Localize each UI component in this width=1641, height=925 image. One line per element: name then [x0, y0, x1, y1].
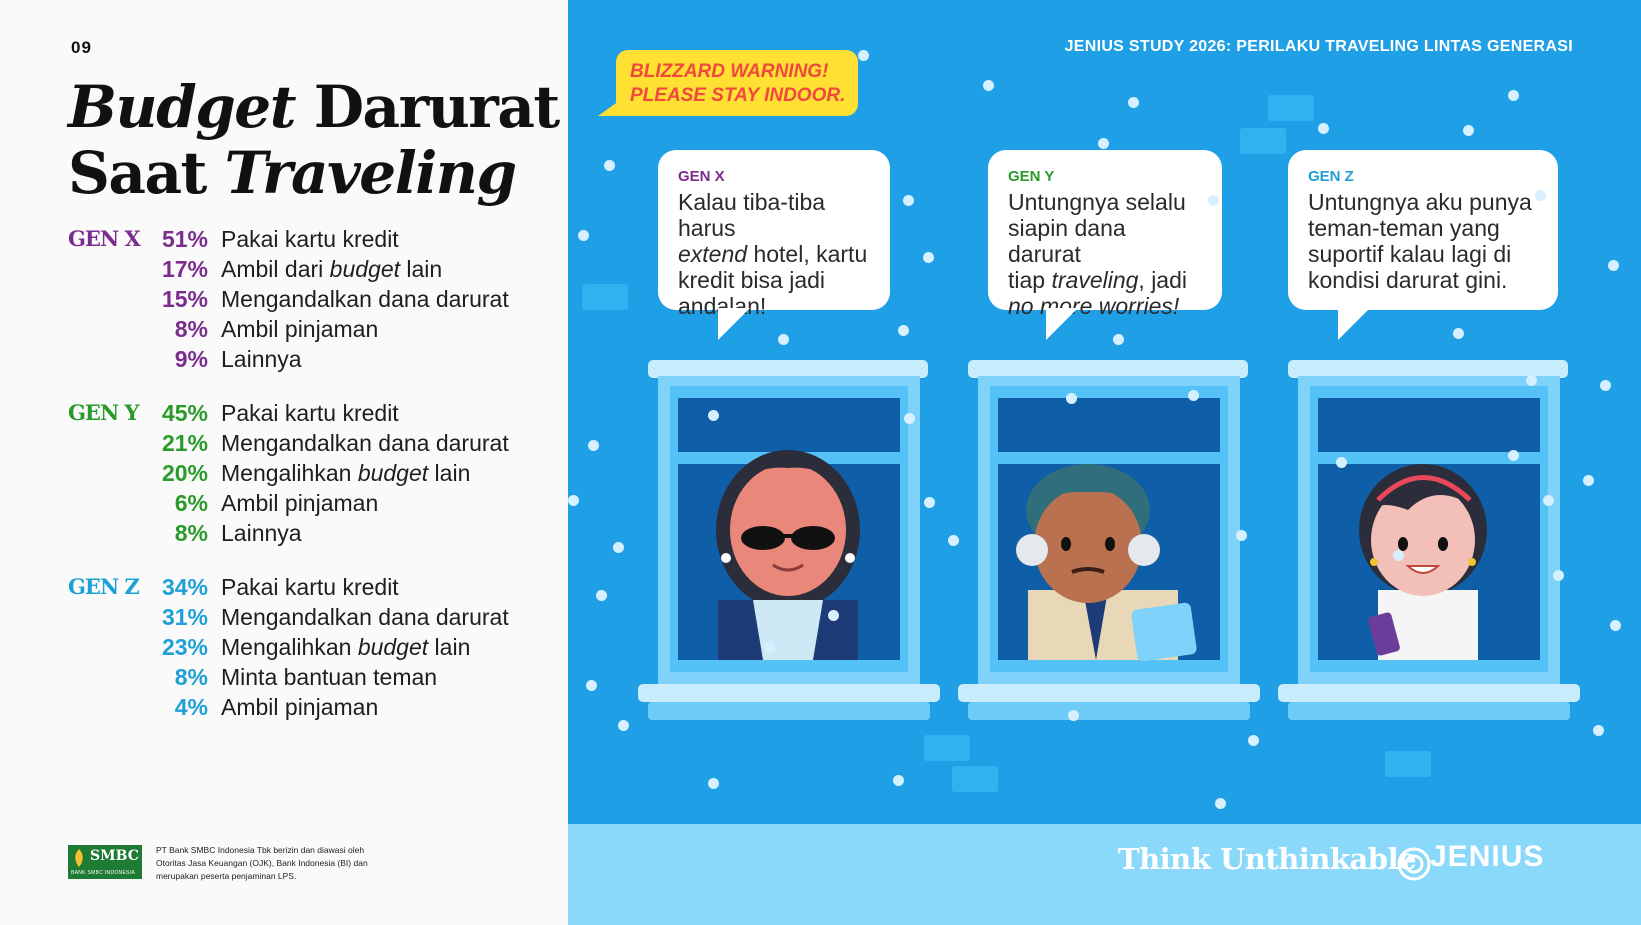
snowflake [618, 720, 629, 731]
snowflake [893, 775, 904, 786]
stat-label-part: lain [400, 256, 443, 282]
stat-label: Mengandalkan dana darurat [221, 430, 509, 456]
snowflake [1600, 380, 1611, 391]
stat-label: Lainnya [221, 520, 302, 546]
bubble-line: Untungnya selalu [1008, 189, 1186, 215]
snowflake [1583, 475, 1594, 486]
snowflake [1098, 138, 1109, 149]
window-gen-z [1278, 360, 1580, 720]
page-title [68, 74, 559, 206]
logo-subtitle: BANK SMBC INDONESIA [71, 870, 136, 876]
stat-row [68, 226, 548, 256]
stat-label-part: Mengalihkan [221, 634, 358, 660]
snowflake [1553, 570, 1564, 581]
stat-percent: 31% [161, 604, 208, 630]
snowflake [1543, 495, 1554, 506]
bubble-line: kondisi darurat gini. [1308, 267, 1508, 293]
stat-group-gen-y [68, 400, 548, 550]
stat-row [68, 520, 548, 550]
snowflake [1593, 725, 1604, 736]
bubble-italic: traveling [1051, 267, 1139, 293]
tagline: Think Unthinkable [1118, 842, 1417, 876]
snowflake [1463, 125, 1474, 136]
snowflake [924, 497, 935, 508]
snowflake [1248, 735, 1259, 746]
window-gen-y [958, 360, 1260, 720]
snowflake [1215, 798, 1226, 809]
snowflake [858, 50, 869, 61]
bubble-line: siapin dana darurat [1008, 215, 1126, 267]
stat-percent: 8% [174, 316, 208, 342]
stat-label-part: lain [428, 460, 471, 486]
stat-label-part: Mengalihkan [221, 460, 358, 486]
snowflake [596, 590, 607, 601]
snowflake [1068, 710, 1079, 721]
snowflake [828, 610, 839, 621]
stat-row [68, 604, 548, 634]
stat-label-italic: budget [329, 256, 401, 282]
stat-percent: 6% [174, 490, 208, 516]
snowflake [1318, 123, 1329, 134]
snowflake [1610, 620, 1621, 631]
stat-row [68, 430, 548, 460]
snowflake [568, 495, 579, 506]
snowflake [578, 230, 589, 241]
stat-row [68, 346, 548, 376]
generation-label: GEN Y [68, 400, 139, 425]
snowflake [1128, 97, 1139, 108]
snowflake [923, 252, 934, 263]
bubble-line: andalan! [678, 293, 767, 319]
stat-percent: 21% [161, 430, 208, 456]
stat-label-part: lain [428, 634, 471, 660]
snowflake [604, 160, 615, 171]
stat-label-italic: budget [357, 460, 429, 486]
title-italic-1: Budget [68, 73, 295, 141]
stat-row [68, 256, 548, 286]
stat-label [221, 634, 470, 661]
stat-label-italic: budget [357, 634, 429, 660]
stat-row [68, 460, 548, 490]
snowflake [1393, 550, 1404, 561]
stat-row [68, 664, 548, 694]
title-rest-2: Saat [68, 139, 225, 207]
stat-label-part: Ambil dari [221, 256, 330, 282]
snowflake [1236, 530, 1247, 541]
snowflake [948, 535, 959, 546]
brand-name: JENIUS [1430, 840, 1545, 873]
stat-row [68, 286, 548, 316]
snowflake [588, 440, 599, 451]
bubble-span: tiap [1008, 267, 1052, 293]
stat-row [68, 694, 548, 724]
stat-label: Pakai kartu kredit [221, 400, 399, 426]
stat-label [221, 256, 442, 283]
snowflake [1608, 260, 1619, 271]
stat-percent: 4% [174, 694, 208, 720]
bubble-gen-label: GEN Y [1008, 168, 1055, 185]
bubble-italic: extend [678, 241, 748, 267]
stat-percent: 51% [161, 226, 208, 252]
stat-label: Ambil pinjaman [221, 490, 379, 516]
bubble-line: Kalau tiba-tiba harus [678, 189, 826, 241]
stat-label: Pakai kartu kredit [221, 226, 399, 252]
stat-percent: 34% [161, 574, 208, 600]
snowflake [1453, 328, 1464, 339]
stat-percent: 23% [161, 634, 208, 660]
stat-percent: 8% [174, 664, 208, 690]
bubble-line: teman-teman yang [1308, 215, 1500, 241]
snowflake [1508, 450, 1519, 461]
snowflake [778, 334, 789, 345]
snowflake [904, 413, 915, 424]
snowflake [708, 778, 719, 789]
snowflake [613, 542, 624, 553]
snowflake [586, 680, 597, 691]
left-panel [0, 0, 568, 925]
stat-label: Ambil pinjaman [221, 316, 379, 342]
snowflake [1113, 334, 1124, 345]
generation-label: GEN Z [68, 574, 139, 599]
stat-group-gen-x [68, 226, 548, 376]
snowflake [1208, 195, 1219, 206]
snowflake [708, 410, 719, 421]
warning-line-1: BLIZZARD WARNING! [630, 61, 829, 82]
stat-row [68, 574, 548, 604]
stat-percent: 20% [161, 460, 208, 486]
bubble-line: suportif kalau lagi di [1308, 241, 1512, 267]
bubble-gen-label: GEN X [678, 168, 725, 185]
bubble-span: , jadi [1138, 267, 1188, 293]
stat-label: Pakai kartu kredit [221, 574, 399, 600]
study-title: JENIUS STUDY 2026: PERILAKU TRAVELING LINTAS GENERASI [1064, 38, 1573, 55]
snowflake [903, 195, 914, 206]
snowflake [1066, 393, 1077, 404]
snowflake [1336, 457, 1347, 468]
bubble-span: hotel, kartu [747, 241, 868, 267]
generation-label: GEN X [68, 226, 140, 251]
leaf-icon [72, 849, 86, 867]
stat-row [68, 400, 548, 430]
stat-percent: 15% [161, 286, 208, 312]
snowflake [983, 80, 994, 91]
stat-label: Mengandalkan dana darurat [221, 286, 509, 312]
stat-group-gen-z [68, 574, 548, 724]
stat-row [68, 316, 548, 346]
title-italic-2: Traveling [224, 139, 516, 207]
stat-label: Lainnya [221, 346, 302, 372]
warning-line-2: PLEASE STAY INDOOR. [630, 85, 846, 106]
snowflake [898, 325, 909, 336]
illustration-panel [568, 0, 1641, 925]
jenius-logo-icon [1396, 846, 1432, 882]
stat-percent: 8% [174, 520, 208, 546]
snowflake [1508, 90, 1519, 101]
window-gen-x [638, 360, 940, 720]
smbc-logo [68, 845, 142, 879]
snowflake [1535, 190, 1546, 201]
bubble-line: Untungnya aku punya [1308, 189, 1532, 215]
stat-label [221, 460, 470, 487]
snowflake [1526, 375, 1537, 386]
logo-name: SMBC [90, 848, 139, 864]
stat-percent: 17% [161, 256, 208, 282]
snowflake [764, 642, 775, 653]
bubble-line: kredit bisa jadi [678, 267, 826, 293]
stat-row [68, 634, 548, 664]
title-rest-1: Darurat [295, 73, 559, 141]
bubble-italic: no more worries! [1008, 293, 1180, 319]
disclaimer: PT Bank SMBC Indonesia Tbk berizin dan diawasi oleh Otoritas Jasa Keuangan (OJK), Bank Indonesia (BI) dan merupakan peserta penjaminan LPS. [156, 845, 368, 881]
stat-label: Mengandalkan dana darurat [221, 604, 509, 630]
stat-row [68, 490, 548, 520]
stat-label: Ambil pinjaman [221, 694, 379, 720]
stat-label: Minta bantuan teman [221, 664, 438, 690]
page-number: 09 [71, 38, 92, 57]
windows-illustration [568, 0, 1641, 824]
bubble-gen-label: GEN Z [1308, 168, 1354, 185]
stat-percent: 9% [174, 346, 208, 372]
stat-percent: 45% [161, 400, 208, 426]
snowflake [1188, 390, 1199, 401]
